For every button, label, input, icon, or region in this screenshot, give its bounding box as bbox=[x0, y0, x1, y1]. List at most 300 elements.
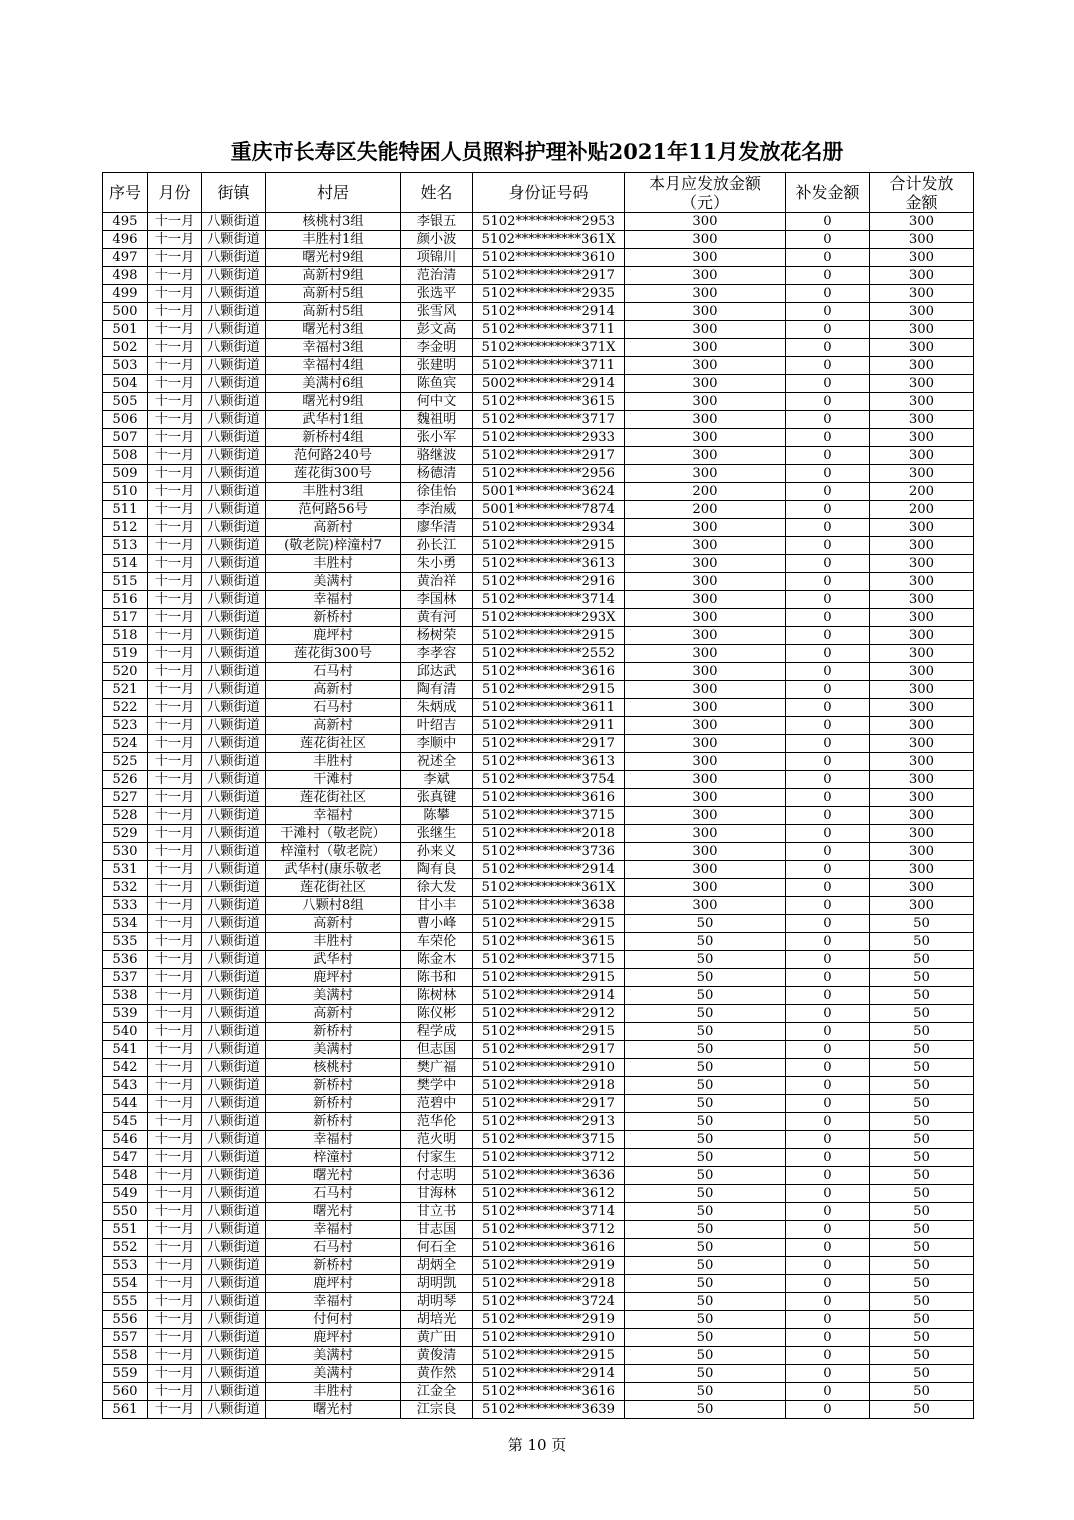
cell-total-amount: 300 bbox=[870, 771, 974, 789]
cell-supplement-amount: 0 bbox=[786, 1239, 870, 1257]
cell-name: 邱达武 bbox=[401, 663, 473, 681]
cell-supplement-amount: 0 bbox=[786, 1167, 870, 1185]
cell-monthly-amount: 50 bbox=[625, 1311, 786, 1329]
cell-name: 樊广福 bbox=[401, 1059, 473, 1077]
cell-serial-number: 532 bbox=[103, 879, 148, 897]
cell-id-number: 5102**********2552 bbox=[473, 645, 625, 663]
cell-supplement-amount: 0 bbox=[786, 231, 870, 249]
cell-name: 曹小峰 bbox=[401, 915, 473, 933]
cell-id-number: 5102**********2914 bbox=[473, 303, 625, 321]
cell-subdistrict: 八颗街道 bbox=[202, 267, 266, 285]
cell-monthly-amount: 300 bbox=[625, 213, 786, 231]
cell-village: 美满村 bbox=[266, 573, 401, 591]
cell-subdistrict: 八颗街道 bbox=[202, 1293, 266, 1311]
cell-monthly-amount: 50 bbox=[625, 915, 786, 933]
cell-monthly-amount: 50 bbox=[625, 1131, 786, 1149]
cell-subdistrict: 八颗街道 bbox=[202, 1347, 266, 1365]
cell-month: 十一月 bbox=[148, 825, 202, 843]
cell-id-number: 5102**********3612 bbox=[473, 1185, 625, 1203]
cell-total-amount: 300 bbox=[870, 447, 974, 465]
cell-id-number: 5102**********3712 bbox=[473, 1221, 625, 1239]
cell-subdistrict: 八颗街道 bbox=[202, 213, 266, 231]
cell-total-amount: 50 bbox=[870, 1023, 974, 1041]
cell-monthly-amount: 300 bbox=[625, 267, 786, 285]
cell-id-number: 5102**********361X bbox=[473, 879, 625, 897]
table-row bbox=[103, 231, 974, 249]
cell-monthly-amount: 300 bbox=[625, 591, 786, 609]
cell-id-number: 5102**********2918 bbox=[473, 1077, 625, 1095]
cell-name: 张雪风 bbox=[401, 303, 473, 321]
cell-village: 石马村 bbox=[266, 699, 401, 717]
cell-subdistrict: 八颗街道 bbox=[202, 1239, 266, 1257]
table-row bbox=[103, 1203, 974, 1221]
cell-monthly-amount: 300 bbox=[625, 789, 786, 807]
table-row bbox=[103, 393, 974, 411]
cell-month: 十一月 bbox=[148, 357, 202, 375]
cell-id-number: 5102**********3711 bbox=[473, 357, 625, 375]
cell-serial-number: 500 bbox=[103, 303, 148, 321]
cell-monthly-amount: 300 bbox=[625, 843, 786, 861]
cell-total-amount: 300 bbox=[870, 465, 974, 483]
cell-supplement-amount: 0 bbox=[786, 861, 870, 879]
cell-subdistrict: 八颗街道 bbox=[202, 771, 266, 789]
cell-name: 陈仪彬 bbox=[401, 1005, 473, 1023]
cell-name: 陈树林 bbox=[401, 987, 473, 1005]
cell-monthly-amount: 300 bbox=[625, 375, 786, 393]
table-row bbox=[103, 213, 974, 231]
cell-id-number: 5102**********3616 bbox=[473, 663, 625, 681]
table-row bbox=[103, 447, 974, 465]
cell-month: 十一月 bbox=[148, 1059, 202, 1077]
table-row bbox=[103, 537, 974, 555]
cell-supplement-amount: 0 bbox=[786, 717, 870, 735]
cell-total-amount: 300 bbox=[870, 429, 974, 447]
cell-serial-number: 499 bbox=[103, 285, 148, 303]
cell-monthly-amount: 300 bbox=[625, 249, 786, 267]
cell-monthly-amount: 50 bbox=[625, 1203, 786, 1221]
cell-monthly-amount: 300 bbox=[625, 357, 786, 375]
cell-month: 十一月 bbox=[148, 1149, 202, 1167]
cell-name: 李孝容 bbox=[401, 645, 473, 663]
cell-village: 武华村1组 bbox=[266, 411, 401, 429]
cell-subdistrict: 八颗街道 bbox=[202, 1095, 266, 1113]
cell-serial-number: 547 bbox=[103, 1149, 148, 1167]
cell-month: 十一月 bbox=[148, 1365, 202, 1383]
cell-subdistrict: 八颗街道 bbox=[202, 627, 266, 645]
cell-village: 美满村 bbox=[266, 987, 401, 1005]
cell-id-number: 5102**********2915 bbox=[473, 537, 625, 555]
table-row bbox=[103, 303, 974, 321]
cell-subdistrict: 八颗街道 bbox=[202, 555, 266, 573]
cell-id-number: 5102**********2916 bbox=[473, 573, 625, 591]
cell-serial-number: 546 bbox=[103, 1131, 148, 1149]
table-row bbox=[103, 663, 974, 681]
table-row bbox=[103, 915, 974, 933]
cell-serial-number: 514 bbox=[103, 555, 148, 573]
cell-serial-number: 556 bbox=[103, 1311, 148, 1329]
cell-total-amount: 50 bbox=[870, 1293, 974, 1311]
cell-serial-number: 525 bbox=[103, 753, 148, 771]
cell-village: 范何路56号 bbox=[266, 501, 401, 519]
cell-village: 新桥村 bbox=[266, 1023, 401, 1041]
cell-month: 十一月 bbox=[148, 1401, 202, 1419]
cell-serial-number: 519 bbox=[103, 645, 148, 663]
cell-id-number: 5102**********2915 bbox=[473, 1023, 625, 1041]
cell-serial-number: 522 bbox=[103, 699, 148, 717]
cell-subdistrict: 八颗街道 bbox=[202, 969, 266, 987]
cell-monthly-amount: 300 bbox=[625, 231, 786, 249]
column-header-village: 村居 bbox=[266, 173, 401, 213]
cell-name: 胡明琴 bbox=[401, 1293, 473, 1311]
cell-total-amount: 300 bbox=[870, 753, 974, 771]
cell-id-number: 5102**********3711 bbox=[473, 321, 625, 339]
cell-month: 十一月 bbox=[148, 807, 202, 825]
cell-subdistrict: 八颗街道 bbox=[202, 807, 266, 825]
cell-serial-number: 523 bbox=[103, 717, 148, 735]
cell-total-amount: 50 bbox=[870, 1401, 974, 1419]
cell-village: 美满村 bbox=[266, 1347, 401, 1365]
cell-total-amount: 300 bbox=[870, 339, 974, 357]
cell-serial-number: 517 bbox=[103, 609, 148, 627]
cell-name: 杨德清 bbox=[401, 465, 473, 483]
cell-subdistrict: 八颗街道 bbox=[202, 879, 266, 897]
cell-supplement-amount: 0 bbox=[786, 573, 870, 591]
cell-monthly-amount: 50 bbox=[625, 1365, 786, 1383]
cell-serial-number: 561 bbox=[103, 1401, 148, 1419]
cell-subdistrict: 八颗街道 bbox=[202, 375, 266, 393]
cell-name: 甘立书 bbox=[401, 1203, 473, 1221]
table-row bbox=[103, 1401, 974, 1419]
cell-supplement-amount: 0 bbox=[786, 951, 870, 969]
cell-monthly-amount: 300 bbox=[625, 555, 786, 573]
cell-supplement-amount: 0 bbox=[786, 339, 870, 357]
cell-monthly-amount: 300 bbox=[625, 447, 786, 465]
cell-id-number: 5102**********2915 bbox=[473, 627, 625, 645]
cell-village: 高新村 bbox=[266, 681, 401, 699]
cell-monthly-amount: 300 bbox=[625, 285, 786, 303]
table-row bbox=[103, 843, 974, 861]
cell-total-amount: 300 bbox=[870, 699, 974, 717]
cell-name: 但志国 bbox=[401, 1041, 473, 1059]
cell-serial-number: 495 bbox=[103, 213, 148, 231]
cell-village: 武华村(康乐敬老 bbox=[266, 861, 401, 879]
cell-id-number: 5102**********3714 bbox=[473, 1203, 625, 1221]
cell-month: 十一月 bbox=[148, 429, 202, 447]
cell-name: 胡炳全 bbox=[401, 1257, 473, 1275]
cell-monthly-amount: 300 bbox=[625, 681, 786, 699]
cell-monthly-amount: 50 bbox=[625, 1059, 786, 1077]
cell-supplement-amount: 0 bbox=[786, 1221, 870, 1239]
table-row bbox=[103, 1185, 974, 1203]
cell-monthly-amount: 300 bbox=[625, 339, 786, 357]
cell-subdistrict: 八颗街道 bbox=[202, 897, 266, 915]
cell-id-number: 5102**********2917 bbox=[473, 1041, 625, 1059]
cell-total-amount: 300 bbox=[870, 663, 974, 681]
cell-supplement-amount: 0 bbox=[786, 609, 870, 627]
cell-id-number: 5102**********2917 bbox=[473, 1095, 625, 1113]
table-row bbox=[103, 1239, 974, 1257]
cell-subdistrict: 八颗街道 bbox=[202, 1005, 266, 1023]
cell-serial-number: 515 bbox=[103, 573, 148, 591]
cell-supplement-amount: 0 bbox=[786, 1401, 870, 1419]
table-row bbox=[103, 897, 974, 915]
cell-supplement-amount: 0 bbox=[786, 393, 870, 411]
cell-month: 十一月 bbox=[148, 501, 202, 519]
cell-monthly-amount: 300 bbox=[625, 429, 786, 447]
cell-name: 陈金木 bbox=[401, 951, 473, 969]
cell-name: 黄治祥 bbox=[401, 573, 473, 591]
cell-name: 胡明凯 bbox=[401, 1275, 473, 1293]
cell-serial-number: 548 bbox=[103, 1167, 148, 1185]
cell-total-amount: 300 bbox=[870, 357, 974, 375]
cell-serial-number: 521 bbox=[103, 681, 148, 699]
cell-id-number: 5102**********2915 bbox=[473, 681, 625, 699]
cell-village: 幸福村 bbox=[266, 1293, 401, 1311]
cell-village: 幸福村 bbox=[266, 1131, 401, 1149]
cell-village: 莲花街社区 bbox=[266, 789, 401, 807]
cell-monthly-amount: 50 bbox=[625, 1257, 786, 1275]
cell-total-amount: 50 bbox=[870, 1095, 974, 1113]
cell-total-amount: 300 bbox=[870, 879, 974, 897]
cell-name: 朱炳成 bbox=[401, 699, 473, 717]
cell-month: 十一月 bbox=[148, 285, 202, 303]
cell-village: 高新村9组 bbox=[266, 267, 401, 285]
cell-id-number: 5102**********293X bbox=[473, 609, 625, 627]
cell-subdistrict: 八颗街道 bbox=[202, 1401, 266, 1419]
cell-serial-number: 551 bbox=[103, 1221, 148, 1239]
cell-serial-number: 497 bbox=[103, 249, 148, 267]
cell-name: 叶绍吉 bbox=[401, 717, 473, 735]
cell-month: 十一月 bbox=[148, 933, 202, 951]
cell-subdistrict: 八颗街道 bbox=[202, 537, 266, 555]
cell-month: 十一月 bbox=[148, 681, 202, 699]
cell-month: 十一月 bbox=[148, 735, 202, 753]
cell-id-number: 5102**********2913 bbox=[473, 1113, 625, 1131]
cell-supplement-amount: 0 bbox=[786, 1347, 870, 1365]
cell-id-number: 5102**********2914 bbox=[473, 1365, 625, 1383]
table-row bbox=[103, 861, 974, 879]
table-row bbox=[103, 609, 974, 627]
cell-subdistrict: 八颗街道 bbox=[202, 1257, 266, 1275]
table-row bbox=[103, 465, 974, 483]
cell-id-number: 5102**********3714 bbox=[473, 591, 625, 609]
cell-total-amount: 200 bbox=[870, 483, 974, 501]
cell-supplement-amount: 0 bbox=[786, 681, 870, 699]
cell-village: 莲花街社区 bbox=[266, 879, 401, 897]
table-row bbox=[103, 249, 974, 267]
cell-serial-number: 541 bbox=[103, 1041, 148, 1059]
cell-supplement-amount: 0 bbox=[786, 501, 870, 519]
cell-month: 十一月 bbox=[148, 249, 202, 267]
cell-serial-number: 512 bbox=[103, 519, 148, 537]
cell-month: 十一月 bbox=[148, 627, 202, 645]
cell-monthly-amount: 50 bbox=[625, 1077, 786, 1095]
cell-name: 陈书和 bbox=[401, 969, 473, 987]
cell-name: 徐佳怡 bbox=[401, 483, 473, 501]
cell-supplement-amount: 0 bbox=[786, 771, 870, 789]
table-row bbox=[103, 1221, 974, 1239]
cell-supplement-amount: 0 bbox=[786, 987, 870, 1005]
cell-id-number: 5102**********2914 bbox=[473, 987, 625, 1005]
cell-subdistrict: 八颗街道 bbox=[202, 1131, 266, 1149]
cell-subdistrict: 八颗街道 bbox=[202, 231, 266, 249]
roster-table bbox=[102, 172, 974, 1419]
cell-subdistrict: 八颗街道 bbox=[202, 843, 266, 861]
cell-village: 鹿坪村 bbox=[266, 1329, 401, 1347]
cell-id-number: 5102**********3724 bbox=[473, 1293, 625, 1311]
cell-month: 十一月 bbox=[148, 231, 202, 249]
cell-month: 十一月 bbox=[148, 213, 202, 231]
cell-village: 干滩村 bbox=[266, 771, 401, 789]
cell-supplement-amount: 0 bbox=[786, 591, 870, 609]
cell-subdistrict: 八颗街道 bbox=[202, 1383, 266, 1401]
cell-village: 高新村 bbox=[266, 519, 401, 537]
cell-name: 李治威 bbox=[401, 501, 473, 519]
cell-serial-number: 516 bbox=[103, 591, 148, 609]
cell-subdistrict: 八颗街道 bbox=[202, 519, 266, 537]
cell-month: 十一月 bbox=[148, 1293, 202, 1311]
cell-month: 十一月 bbox=[148, 321, 202, 339]
cell-supplement-amount: 0 bbox=[786, 555, 870, 573]
cell-id-number: 5102**********3754 bbox=[473, 771, 625, 789]
cell-monthly-amount: 50 bbox=[625, 933, 786, 951]
cell-monthly-amount: 300 bbox=[625, 699, 786, 717]
cell-supplement-amount: 0 bbox=[786, 699, 870, 717]
table-row bbox=[103, 519, 974, 537]
cell-serial-number: 554 bbox=[103, 1275, 148, 1293]
cell-id-number: 5102**********2915 bbox=[473, 1347, 625, 1365]
cell-supplement-amount: 0 bbox=[786, 465, 870, 483]
cell-subdistrict: 八颗街道 bbox=[202, 933, 266, 951]
cell-name: 甘小丰 bbox=[401, 897, 473, 915]
cell-monthly-amount: 50 bbox=[625, 969, 786, 987]
cell-monthly-amount: 50 bbox=[625, 1041, 786, 1059]
page-number: 第 10 页 bbox=[507, 1436, 567, 1454]
cell-serial-number: 496 bbox=[103, 231, 148, 249]
table-row bbox=[103, 267, 974, 285]
cell-village: 高新村 bbox=[266, 915, 401, 933]
cell-monthly-amount: 300 bbox=[625, 321, 786, 339]
cell-total-amount: 300 bbox=[870, 843, 974, 861]
cell-serial-number: 529 bbox=[103, 825, 148, 843]
table-row bbox=[103, 1077, 974, 1095]
cell-village: 八颗村8组 bbox=[266, 897, 401, 915]
cell-village: 石马村 bbox=[266, 1239, 401, 1257]
page-title: 重庆市长寿区失能特困人员照料护理补贴2021年11月发放花名册 bbox=[230, 139, 844, 164]
cell-id-number: 5102**********2910 bbox=[473, 1329, 625, 1347]
table-row bbox=[103, 645, 974, 663]
table-row bbox=[103, 1023, 974, 1041]
cell-id-number: 5102**********3616 bbox=[473, 1239, 625, 1257]
cell-monthly-amount: 50 bbox=[625, 987, 786, 1005]
cell-supplement-amount: 0 bbox=[786, 1329, 870, 1347]
cell-total-amount: 50 bbox=[870, 1311, 974, 1329]
cell-monthly-amount: 300 bbox=[625, 771, 786, 789]
table-row bbox=[103, 1257, 974, 1275]
table-row bbox=[103, 969, 974, 987]
cell-month: 十一月 bbox=[148, 375, 202, 393]
cell-monthly-amount: 50 bbox=[625, 1005, 786, 1023]
cell-monthly-amount: 300 bbox=[625, 735, 786, 753]
cell-village: 新桥村 bbox=[266, 1095, 401, 1113]
cell-supplement-amount: 0 bbox=[786, 1383, 870, 1401]
cell-id-number: 5102**********361X bbox=[473, 231, 625, 249]
cell-id-number: 5102**********2910 bbox=[473, 1059, 625, 1077]
cell-village: 曙光村 bbox=[266, 1167, 401, 1185]
cell-month: 十一月 bbox=[148, 447, 202, 465]
cell-month: 十一月 bbox=[148, 663, 202, 681]
cell-total-amount: 300 bbox=[870, 825, 974, 843]
cell-id-number: 5102**********3715 bbox=[473, 951, 625, 969]
cell-serial-number: 504 bbox=[103, 375, 148, 393]
cell-serial-number: 560 bbox=[103, 1383, 148, 1401]
cell-month: 十一月 bbox=[148, 1203, 202, 1221]
cell-name: 何石全 bbox=[401, 1239, 473, 1257]
cell-total-amount: 50 bbox=[870, 1347, 974, 1365]
cell-id-number: 5102**********3615 bbox=[473, 933, 625, 951]
cell-monthly-amount: 300 bbox=[625, 609, 786, 627]
cell-monthly-amount: 300 bbox=[625, 807, 786, 825]
cell-serial-number: 533 bbox=[103, 897, 148, 915]
cell-monthly-amount: 50 bbox=[625, 1239, 786, 1257]
cell-month: 十一月 bbox=[148, 1005, 202, 1023]
cell-village: 高新村 bbox=[266, 717, 401, 735]
cell-serial-number: 536 bbox=[103, 951, 148, 969]
cell-month: 十一月 bbox=[148, 843, 202, 861]
cell-name: 彭文高 bbox=[401, 321, 473, 339]
cell-supplement-amount: 0 bbox=[786, 1185, 870, 1203]
cell-total-amount: 300 bbox=[870, 573, 974, 591]
cell-supplement-amount: 0 bbox=[786, 1005, 870, 1023]
table-row bbox=[103, 357, 974, 375]
cell-name: 范华伦 bbox=[401, 1113, 473, 1131]
cell-serial-number: 538 bbox=[103, 987, 148, 1005]
cell-id-number: 5102**********3639 bbox=[473, 1401, 625, 1419]
cell-monthly-amount: 300 bbox=[625, 393, 786, 411]
cell-village: 丰胜村 bbox=[266, 933, 401, 951]
cell-subdistrict: 八颗街道 bbox=[202, 753, 266, 771]
column-header-monthly-amount: 本月应发放金额 （元） bbox=[625, 173, 786, 213]
cell-name: 陶有清 bbox=[401, 681, 473, 699]
cell-subdistrict: 八颗街道 bbox=[202, 447, 266, 465]
cell-supplement-amount: 0 bbox=[786, 645, 870, 663]
cell-village: 美满村6组 bbox=[266, 375, 401, 393]
cell-month: 十一月 bbox=[148, 1077, 202, 1095]
cell-supplement-amount: 0 bbox=[786, 969, 870, 987]
cell-village: 高新村 bbox=[266, 1005, 401, 1023]
cell-total-amount: 50 bbox=[870, 1059, 974, 1077]
cell-month: 十一月 bbox=[148, 1257, 202, 1275]
cell-supplement-amount: 0 bbox=[786, 843, 870, 861]
cell-id-number: 5001**********7874 bbox=[473, 501, 625, 519]
cell-serial-number: 518 bbox=[103, 627, 148, 645]
cell-supplement-amount: 0 bbox=[786, 1257, 870, 1275]
cell-name: 张建明 bbox=[401, 357, 473, 375]
table-row bbox=[103, 1005, 974, 1023]
cell-supplement-amount: 0 bbox=[786, 285, 870, 303]
cell-serial-number: 545 bbox=[103, 1113, 148, 1131]
cell-subdistrict: 八颗街道 bbox=[202, 429, 266, 447]
cell-name: 樊学中 bbox=[401, 1077, 473, 1095]
cell-serial-number: 531 bbox=[103, 861, 148, 879]
cell-supplement-amount: 0 bbox=[786, 807, 870, 825]
cell-id-number: 5102**********3712 bbox=[473, 1149, 625, 1167]
table-header bbox=[103, 173, 974, 213]
cell-serial-number: 503 bbox=[103, 357, 148, 375]
table-row bbox=[103, 1095, 974, 1113]
cell-supplement-amount: 0 bbox=[786, 879, 870, 897]
cell-total-amount: 50 bbox=[870, 987, 974, 1005]
